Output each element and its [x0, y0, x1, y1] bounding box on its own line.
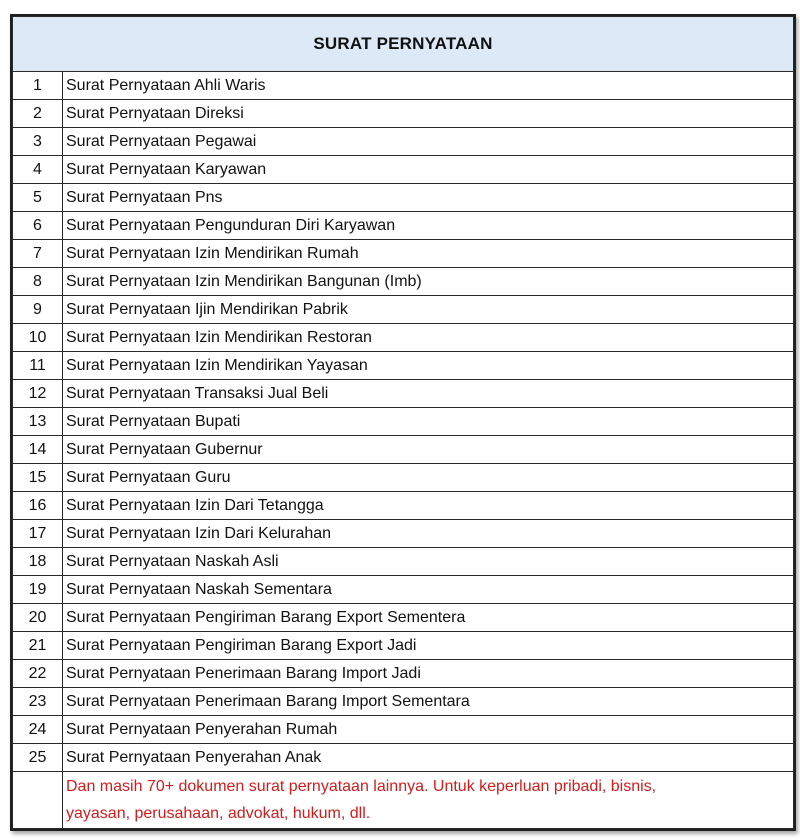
row-number: 4 [13, 156, 63, 184]
table-row [13, 72, 794, 100]
note-line-1: Dan masih 70+ dokumen surat pernyataan lainnya. Untuk keperluan pribadi, bisnis, [66, 778, 657, 795]
row-number: 17 [13, 520, 63, 548]
table-row [13, 156, 794, 184]
table-row [13, 660, 794, 688]
note-line-2: yayasan, perusahaan, advokat, hukum, dll. [66, 805, 371, 822]
row-document-name: Surat Pernyataan Transaksi Jual Beli [63, 380, 794, 408]
row-document-name: Surat Pernyataan Direksi [63, 100, 794, 128]
document-table-frame [10, 14, 796, 831]
row-document-name: Surat Pernyataan Izin Dari Kelurahan [63, 520, 794, 548]
row-number: 3 [13, 128, 63, 156]
table-row [13, 632, 794, 660]
table-header-row [13, 17, 794, 72]
row-document-name: Surat Pernyataan Guru [63, 464, 794, 492]
table-row [13, 240, 794, 268]
row-document-name: Surat Pernyataan Izin Mendirikan Rumah [63, 240, 794, 268]
row-document-name: Surat Pernyataan Pengiriman Barang Export Sementera [63, 604, 794, 632]
table-row [13, 604, 794, 632]
table-row [13, 100, 794, 128]
row-document-name: Surat Pernyataan Izin Dari Tetangga [63, 492, 794, 520]
row-document-name: Surat Pernyataan Penerimaan Barang Import Jadi [63, 660, 794, 688]
row-number: 1 [13, 72, 63, 100]
row-number: 7 [13, 240, 63, 268]
row-document-name: Surat Pernyataan Penyerahan Anak [63, 744, 794, 772]
row-number: 9 [13, 296, 63, 324]
table-row [13, 408, 794, 436]
row-document-name: Surat Pernyataan Izin Mendirikan Bangunan (Imb) [63, 268, 794, 296]
row-number: 12 [13, 380, 63, 408]
table-row [13, 380, 794, 408]
row-number: 5 [13, 184, 63, 212]
row-document-name: Surat Pernyataan Pegawai [63, 128, 794, 156]
table-row [13, 520, 794, 548]
table-title: SURAT PERNYATAAN [13, 17, 794, 72]
table-row [13, 352, 794, 380]
row-document-name: Surat Pernyataan Pengiriman Barang Export Jadi [63, 632, 794, 660]
table-row [13, 212, 794, 240]
table-row [13, 744, 794, 772]
row-document-name: Surat Pernyataan Naskah Asli [63, 548, 794, 576]
table-row [13, 296, 794, 324]
table-row [13, 716, 794, 744]
row-number: 16 [13, 492, 63, 520]
row-number: 23 [13, 688, 63, 716]
row-number: 11 [13, 352, 63, 380]
row-number: 8 [13, 268, 63, 296]
row-number: 21 [13, 632, 63, 660]
row-number: 13 [13, 408, 63, 436]
table-row [13, 492, 794, 520]
row-number: 18 [13, 548, 63, 576]
row-document-name: Surat Pernyataan Ahli Waris [63, 72, 794, 100]
row-number: 2 [13, 100, 63, 128]
table-row [13, 464, 794, 492]
row-document-name: Surat Pernyataan Ijin Mendirikan Pabrik [63, 296, 794, 324]
row-number: 19 [13, 576, 63, 604]
note-row-number-empty [13, 772, 63, 829]
row-number: 14 [13, 436, 63, 464]
row-document-name: Surat Pernyataan Penerimaan Barang Import Sementara [63, 688, 794, 716]
table-row [13, 688, 794, 716]
row-document-name: Surat Pernyataan Izin Mendirikan Restoran [63, 324, 794, 352]
row-document-name: Surat Pernyataan Pengunduran Diri Karyawan [63, 212, 794, 240]
row-document-name: Surat Pernyataan Naskah Sementara [63, 576, 794, 604]
surat-pernyataan-table [12, 16, 794, 829]
note-text [63, 772, 794, 829]
row-document-name: Surat Pernyataan Bupati [63, 408, 794, 436]
table-row [13, 576, 794, 604]
row-document-name: Surat Pernyataan Izin Mendirikan Yayasan [63, 352, 794, 380]
row-document-name: Surat Pernyataan Pns [63, 184, 794, 212]
table-row [13, 268, 794, 296]
row-number: 6 [13, 212, 63, 240]
row-number: 25 [13, 744, 63, 772]
row-number: 10 [13, 324, 63, 352]
note-row [13, 772, 794, 829]
table-row [13, 324, 794, 352]
table-row [13, 436, 794, 464]
row-document-name: Surat Pernyataan Karyawan [63, 156, 794, 184]
row-number: 20 [13, 604, 63, 632]
table-row [13, 128, 794, 156]
row-number: 22 [13, 660, 63, 688]
table-row [13, 548, 794, 576]
row-number: 15 [13, 464, 63, 492]
row-number: 24 [13, 716, 63, 744]
table-row [13, 184, 794, 212]
row-document-name: Surat Pernyataan Penyerahan Rumah [63, 716, 794, 744]
row-document-name: Surat Pernyataan Gubernur [63, 436, 794, 464]
